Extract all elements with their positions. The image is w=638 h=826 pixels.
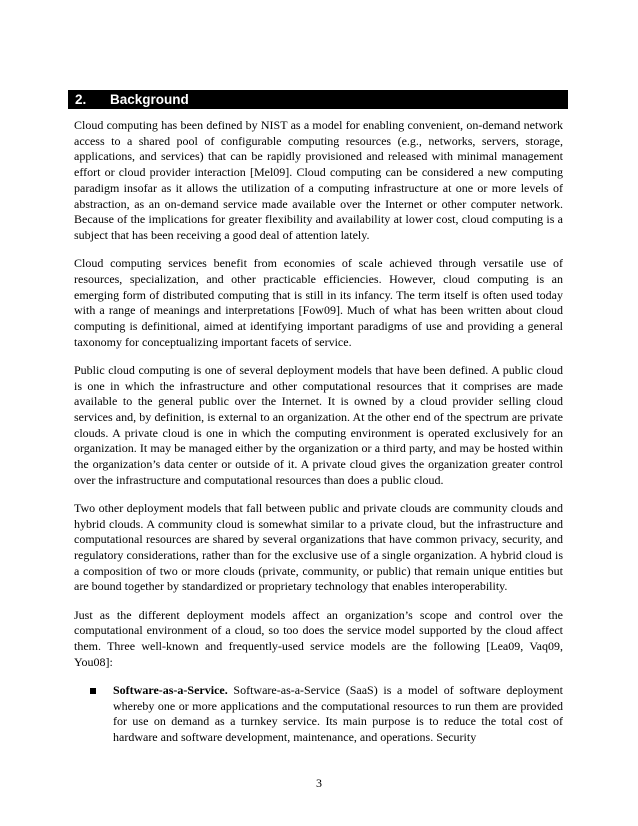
paragraph-definition: Cloud computing has been defined by NIST as a model for enabling convenient, on-demand network access to a shared pool of configurable computing resources (e.g., networks, servers, storage, applications, and services) that can be rapidly provisioned and released with minimal management effort or cloud provider interaction [Mel09]. Cloud computing can be considered a new computing paradigm insofar as it allows the utilization of a computing infrastructure at one or more levels of abstraction, as an on-demand service made available over the Internet or other computer network. Because of the implications for greater flexibility and availability at lower cost, cloud computing is a subject that has been receiving a good deal of attention lately. — [74, 118, 563, 242]
paragraph-economies-of-scale: Cloud computing services benefit from economies of scale achieved through versatile use of resources, specialization, and other practicable efficiencies. However, cloud computing is an emerging form of distributed computing that is still in its infancy. The term itself is often used today with a range of meanings and interpretations [Fow09]. Much of what has been written about cloud computing is definitional, aimed at identifying important paradigms of use and providing a general taxonomy for conceptualizing important facets of service. — [74, 256, 563, 349]
bullet-term: Software-as-a-Service. — [113, 683, 228, 697]
list-item-saas — [74, 683, 563, 746]
body-text — [74, 118, 563, 746]
square-bullet-icon — [90, 688, 96, 694]
bullet-text: Software-as-a-Service (SaaS) is a model of software deployment whereby one or more applications and the computational resources to run them are provided for use on demand as a turnkey service. Its main purpose is to reduce the total cost of hardware and software development, maintenance, and operations. Security — [113, 683, 563, 745]
paragraph-public-private-clouds: Public cloud computing is one of several deployment models that have been defined. A public cloud is one in which the infrastructure and other computational resources that it comprises are made available to the general public over the Internet. It is owned by a cloud provider selling cloud services and, by definition, is external to an organization. At the other end of the spectrum are private clouds. A private cloud is one in which the computing environment is operated exclusively for an organization. It may be managed either by the organization or a third party, and may be hosted within the organization’s data center or outside of it. A private cloud gives the organization greater control over the infrastructure and computational resources than does a public cloud. — [74, 362, 563, 487]
section-number: 2. — [75, 92, 87, 107]
section-heading — [68, 90, 568, 109]
page-number: 3 — [316, 776, 322, 790]
paragraph-service-models: Just as the different deployment models affect an organization’s scope and control over the computational environment of a cloud, so too does the service model supported by the cloud affect them. Three well-known and frequently-used service models are the following [Lea09, Vaq09, You08]: — [74, 607, 563, 669]
paragraph-community-hybrid-clouds: Two other deployment models that fall between public and private clouds are community clouds and hybrid clouds. A community cloud is somewhat similar to a private cloud, but the infrastructure and computational resources are shared by several organizations that have common privacy, security, and regulatory considerations, rather than for the exclusive use of a single organization. A hybrid cloud is a composition of two or more clouds (private, community, or public) that remain unique entities but are bound together by standardized or proprietary technology that enables interoperability. — [74, 500, 563, 594]
section-title: Background — [110, 92, 189, 107]
